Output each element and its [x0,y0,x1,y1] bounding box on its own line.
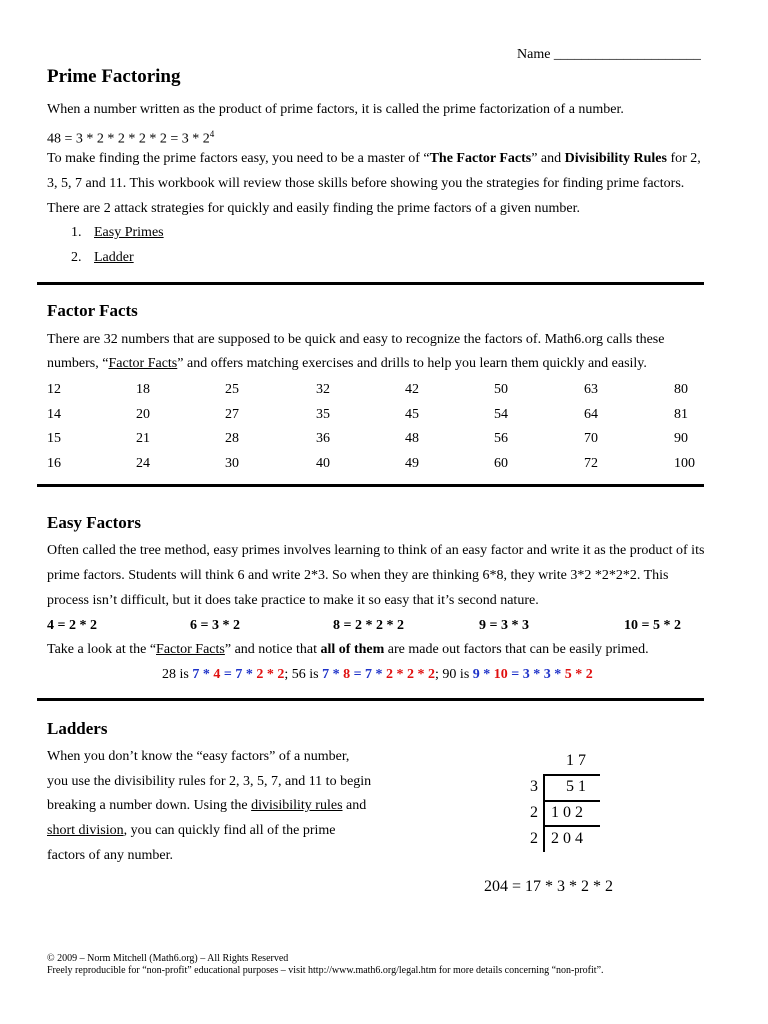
table-cell: 56 [494,431,508,447]
example-48-exponent: 4 [209,129,215,139]
easy-factor-example: 8 = 2 * 2 * 2 [333,618,404,633]
demo-num: 3 [543,667,551,682]
easy-factors-text-5a: Take a look at the “ [47,642,157,657]
divisibility-rules-link[interactable]: divisibility rules [251,798,343,813]
ladder-dividend: 1 0 2 [551,804,583,821]
colored-factor-demo [162,663,593,688]
ladders-text-3a: breaking a number down. Using the [47,798,252,813]
easy-factor-example: 10 = 5 * 2 [624,618,681,633]
demo-op: * [414,667,429,682]
demo-num: 2 [256,667,264,682]
ladders-text-1: When you don’t know the “easy factors” of a number, [47,749,350,764]
factor-facts-link[interactable]: Factor Facts [108,356,178,371]
page-title: Prime Factoring [47,66,181,87]
demo-op: * [529,667,544,682]
table-cell: 90 [674,431,688,447]
table-cell: 14 [47,406,61,422]
mastery-text-c: ” and [531,151,565,166]
demo-num: 4 [213,667,221,682]
short-division-link[interactable]: short division [47,823,124,838]
demo-num: 7 [322,667,330,682]
demo-op: * [263,667,278,682]
ladder-result: 204 = 17 * 3 * 2 * 2 [484,878,614,895]
ladders-text-4 [47,819,336,844]
table-cell: 54 [494,406,508,422]
demo-text: 28 is [162,667,193,682]
name-field-label: Name _____________________ [517,47,701,62]
demo-op: = [507,667,523,682]
ladder-divisor: 2 [530,830,538,847]
demo-num: 10 [493,667,508,682]
mastery-text [47,147,701,172]
ladder-divisor: 2 [530,804,538,821]
table-cell: 80 [674,382,688,397]
workbook-text: 3, 5, 7 and 11. This workbook will review those skills before showing you the strategies for finding prime factors. [47,176,685,191]
demo-text: ; 90 is [435,667,473,682]
demo-num: 2 [585,667,593,682]
demo-num: 7 [365,667,373,682]
factor-facts-link-2[interactable]: Factor Facts [156,642,225,657]
factor-facts-text-2b: ” and offers matching exercises and drills to help you learn them quickly and easily. [177,356,647,371]
ladders-text-3 [47,794,366,819]
table-cell: 49 [405,456,419,472]
factor-facts-text-2 [47,352,647,377]
demo-num: 9 [472,667,480,682]
demo-op: * [571,667,586,682]
table-cell: 63 [584,382,598,397]
section-divider [37,282,704,285]
easy-factors-text-1: Often called the tree method, easy primes involves learning to think of an easy factor and write it as the product of its [47,543,705,558]
table-cell: 12 [47,382,61,397]
mastery-text-e: for 2, [666,151,701,166]
demo-num: 7 [192,667,200,682]
ladder-link[interactable]: Ladder [94,250,134,265]
demo-op: = [350,667,366,682]
table-cell: 72 [584,456,598,472]
demo-num: 7 [235,667,243,682]
demo-num: 2 [407,667,415,682]
factor-facts-heading: Factor Facts [47,301,138,320]
ladder-dividend: 2 0 4 [551,830,583,847]
strategy-number: 1. [71,225,82,240]
mastery-text-a: To make finding the prime factors easy, you need to be a master of “ [47,151,430,166]
divisibility-rules-bold: Divisibility Rules [564,151,667,166]
demo-op: * [329,667,344,682]
factor-facts-text-2a: numbers, “ [47,356,109,371]
ladder-bar [543,800,600,802]
table-cell: 70 [584,431,598,447]
factor-facts-text-1: There are 32 numbers that are supposed to be quick and easy to recognize the factors of. Math6.org calls these [47,332,665,347]
table-cell: 30 [225,456,239,472]
table-cell: 100 [674,456,695,472]
ladders-heading: Ladders [47,719,108,738]
section-divider [37,484,704,487]
demo-op: * [550,667,565,682]
demo-num: 2 [386,667,394,682]
demo-op: * [242,667,257,682]
demo-num: 2 [277,667,285,682]
demo-num: 3 [522,667,530,682]
reproduction-notice: Freely reproducible for “non-profit” educational purposes – visit http://www.math6.org/legal.htm for more details concerning “non-profit”. [47,965,604,976]
ladder-dividend: 5 1 [566,778,586,795]
table-cell: 45 [405,406,419,422]
intro-text: When a number written as the product of prime factors, it is called the prime factorization of a number. [47,102,624,117]
table-cell: 35 [316,406,330,422]
easy-factors-text-3: process isn’t difficult, but it does take practice to make it so easy that it’s second nature. [47,593,539,608]
factor-facts-bold: The Factor Facts [429,151,532,166]
easy-factors-text-5c: are made out factors that can be easily primed. [384,642,649,657]
easy-factors-text-5 [47,638,649,663]
ladder-quotient: 1 7 [566,752,586,769]
easy-factors-text-5b: ” and notice that [224,642,321,657]
all-of-them-bold: all of them [320,642,385,657]
table-cell: 42 [405,382,419,397]
table-cell: 25 [225,382,239,397]
strategies-intro: There are 2 attack strategies for quickly and easily finding the prime factors of a given number. [47,201,580,216]
ladders-text-2: you use the divisibility rules for 2, 3, 5, 7, and 11 to begin [47,774,372,789]
ladders-text-3b: and [342,798,367,813]
table-cell: 27 [225,406,239,422]
ladder-bar [543,774,600,776]
demo-op: * [372,667,387,682]
table-cell: 32 [316,382,330,397]
demo-op: * [199,667,214,682]
section-divider [37,698,704,701]
ladder-bar [543,774,545,852]
ladder-divisor: 3 [530,778,538,795]
strategy-item-1 [71,221,164,246]
table-cell: 36 [316,431,330,447]
table-cell: 48 [405,431,419,447]
table-cell: 50 [494,382,508,397]
table-cell: 20 [136,406,150,422]
demo-op: = [220,667,236,682]
table-cell: 28 [225,431,239,447]
demo-num: 5 [564,667,572,682]
ladder-bar [543,825,600,827]
demo-op: * [393,667,408,682]
copyright-line: © 2009 – Norm Mitchell (Math6.org) – All Rights Reserved [47,953,289,964]
table-cell: 81 [674,406,688,422]
easy-primes-link[interactable]: Easy Primes [94,225,164,240]
table-cell: 60 [494,456,508,472]
example-48-base: 48 = 3 * 2 * 2 * 2 * 2 = 3 * 2 [47,131,210,147]
strategy-item-2 [71,246,134,271]
table-cell: 16 [47,456,61,472]
easy-factor-example: 4 = 2 * 2 [47,618,97,633]
demo-num: 2 [428,667,436,682]
ladders-text-4b: , you can quickly find all of the prime [123,823,336,838]
demo-op: * [479,667,494,682]
easy-factor-example: 9 = 3 * 3 [479,618,529,633]
table-cell: 18 [136,382,150,397]
table-cell: 64 [584,406,598,422]
demo-num: 8 [343,667,351,682]
ladders-text-5: factors of any number. [47,848,173,863]
table-cell: 15 [47,431,61,447]
table-cell: 40 [316,456,330,472]
easy-factor-example: 6 = 3 * 2 [190,618,240,633]
easy-factors-text-2: prime factors. Students will think 6 and write 2*3. So when they are thinking 6*8, they write 3*2 *2*2*2. This [47,568,669,583]
table-cell: 24 [136,456,150,472]
strategy-number: 2. [71,250,82,265]
easy-factors-heading: Easy Factors [47,513,141,532]
demo-text: ; 56 is [284,667,323,682]
table-cell: 21 [136,431,150,447]
